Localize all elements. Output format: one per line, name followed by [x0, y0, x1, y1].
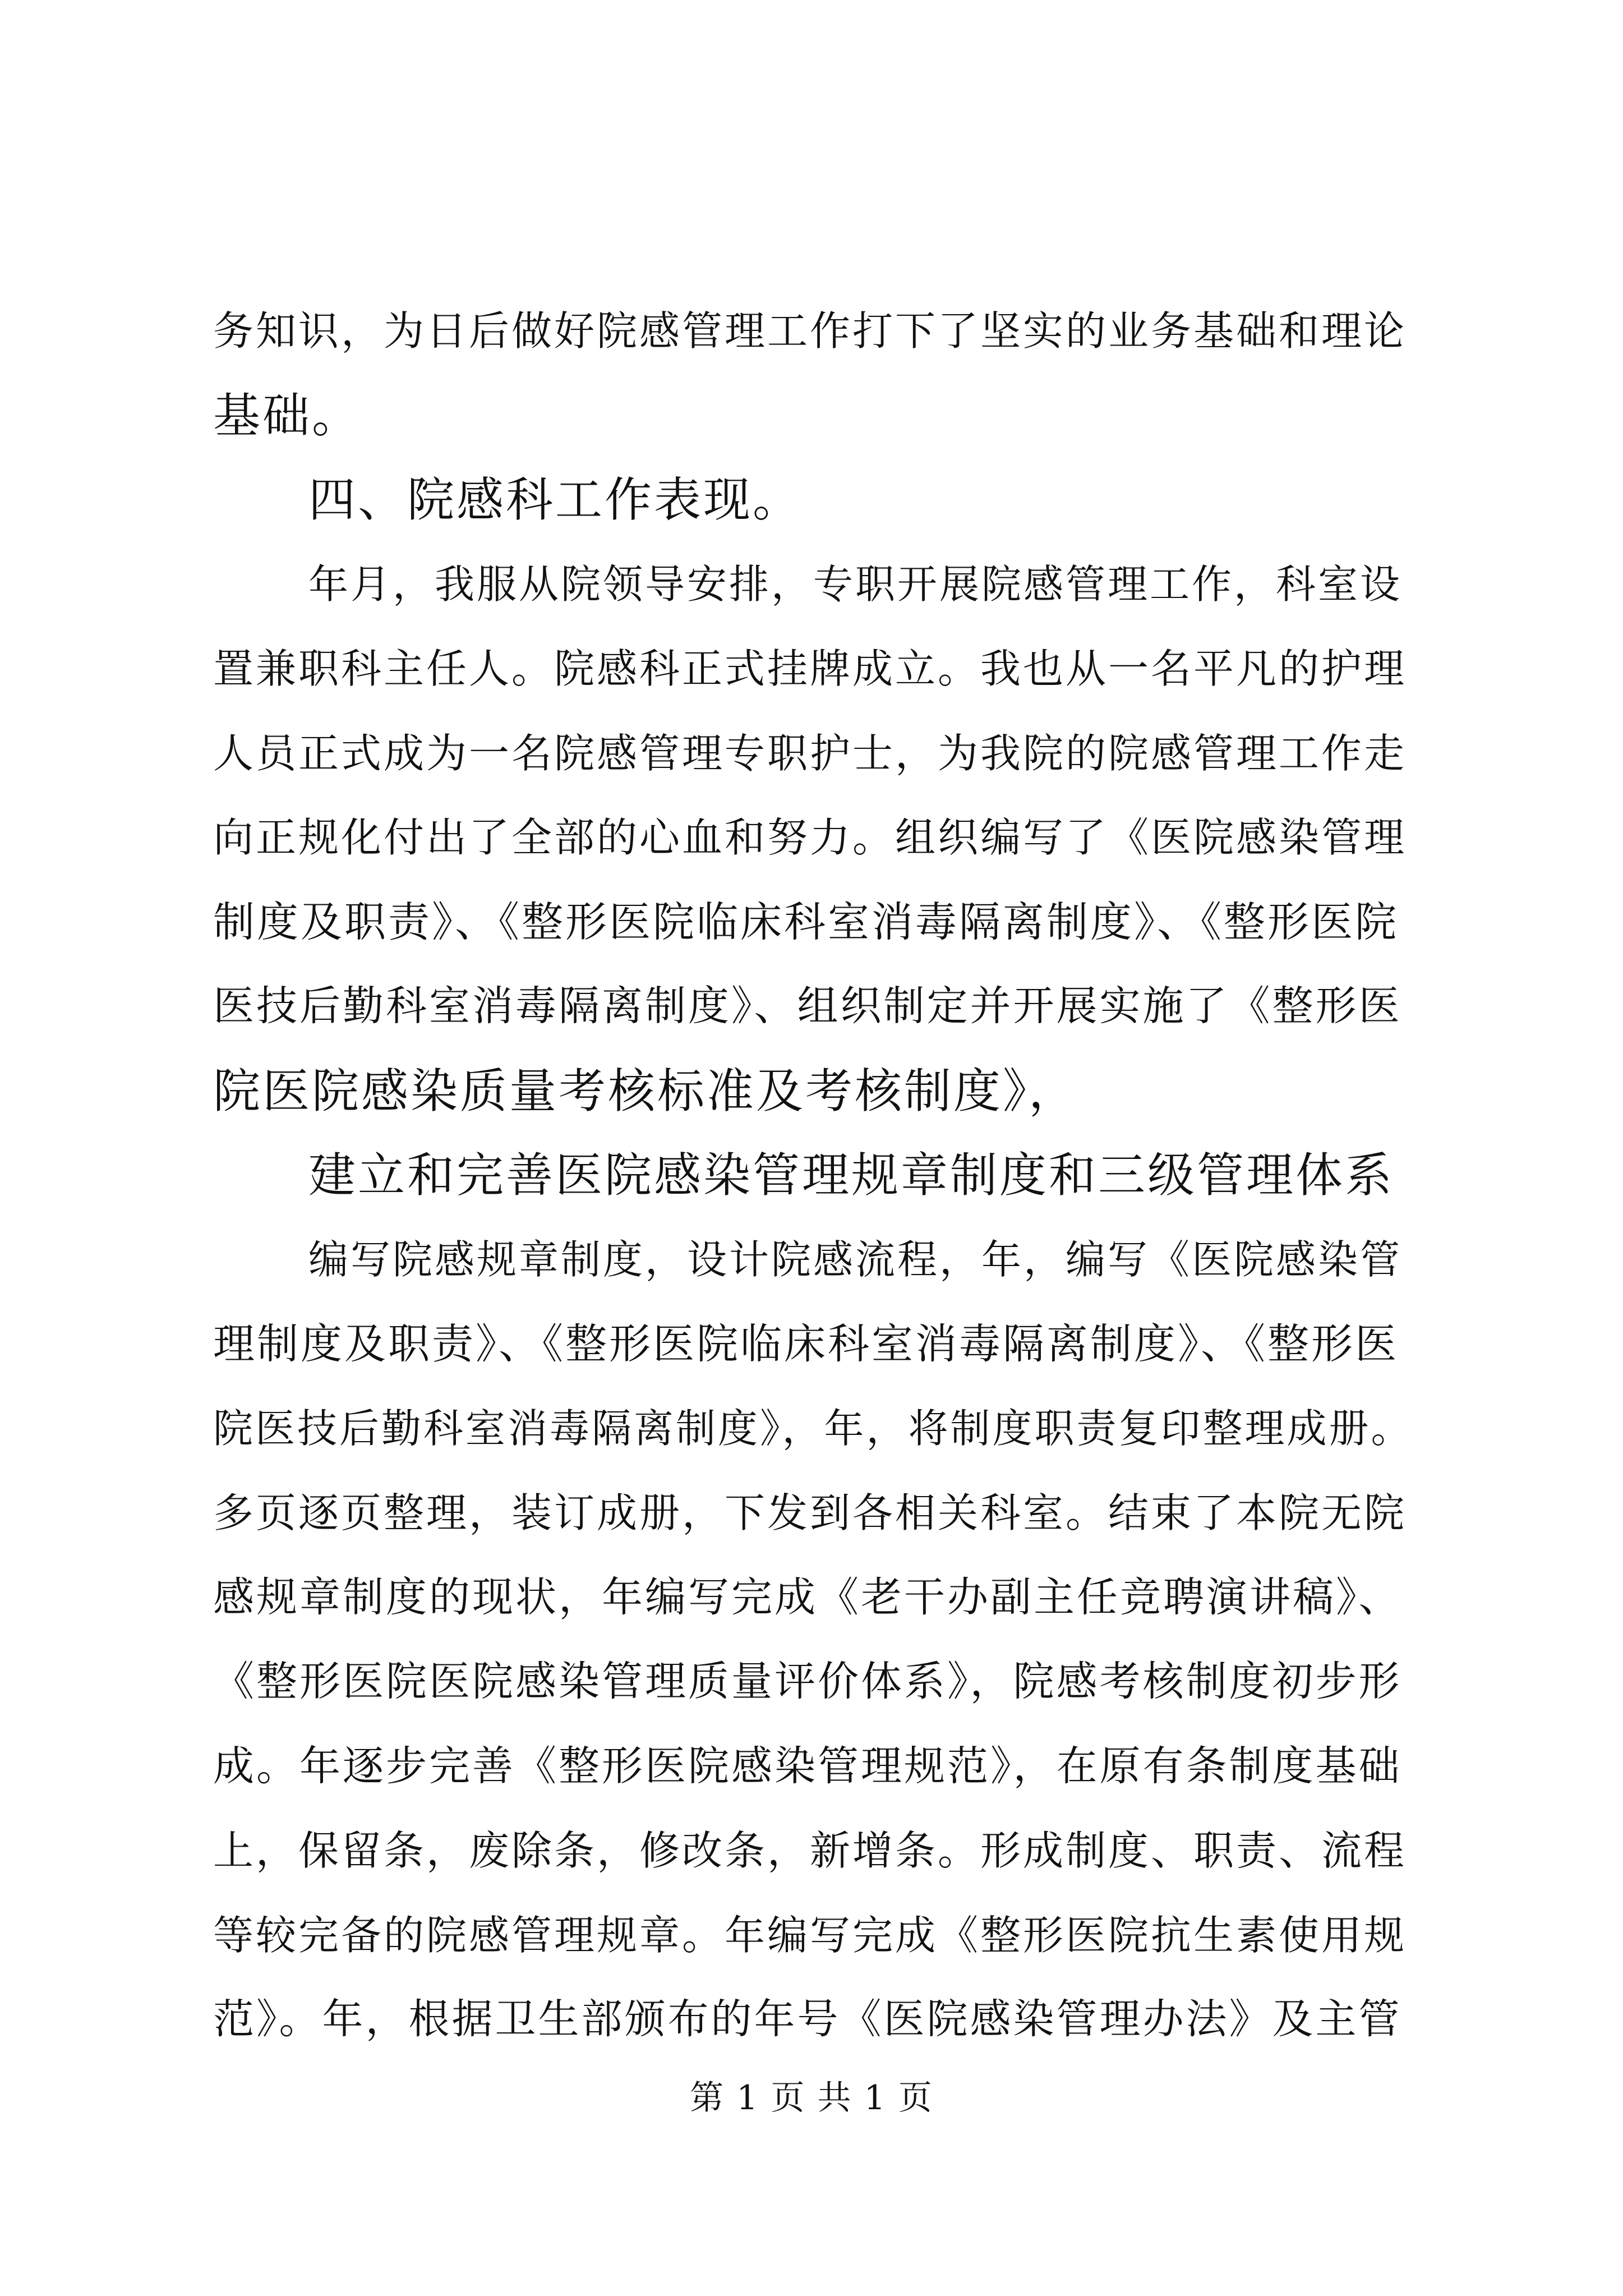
- text-line: 制度及职责》、《整形医院临床科室消毒隔离制度》、《整形医院: [213, 898, 1399, 946]
- text-line: 向正规化付出了全部的心血和努力。组织编写了《医院感染管理: [213, 814, 1407, 861]
- text-line: 上，保留条，废除条，修改条，新增条。形成制度、职责、流程: [213, 1827, 1407, 1874]
- text-line: 范》。年，根据卫生部颁布的年号《医院感染管理办法》及主管: [213, 1995, 1402, 2043]
- text-line: 基础。: [213, 388, 362, 443]
- text-line: 人员正式成为一名院感管理专职护士，为我院的院感管理工作走: [213, 730, 1407, 777]
- text-line: 理制度及职责》、《整形医院临床科室消毒隔离制度》、《整形医: [213, 1320, 1399, 1368]
- text-line: 年月，我服从院领导安排，专职开展院感管理工作，科室设: [308, 561, 1403, 608]
- section-heading: 四、院感科工作表现。: [308, 472, 803, 527]
- text-line: 医技后勤科室消毒隔离制度》、组织制定并开展实施了《整形医: [213, 982, 1402, 1030]
- text-line: 院医院感染质量考核标准及考核制度》，: [213, 1064, 1078, 1119]
- page-footer: 第 1 页 共 1 页: [690, 2078, 933, 2118]
- text-line: 等较完备的院感管理规章。年编写完成《整形医院抗生素使用规: [213, 1912, 1407, 1959]
- text-line: 多页逐页整理，装订成册，下发到各相关科室。结束了本院无院: [213, 1489, 1407, 1536]
- text-line: 《整形医院医院感染管理质量评价体系》，院感考核制度初步形: [213, 1658, 1402, 1705]
- text-line: 编写院感规章制度，设计院感流程，年，编写《医院感染管: [308, 1236, 1403, 1283]
- subheading: 建立和完善医院感染管理规章制度和三级管理体系: [308, 1148, 1395, 1203]
- text-line: 成。年逐步完善《整形医院感染管理规范》，在原有条制度基础: [213, 1742, 1402, 1790]
- text-line: 务知识，为日后做好院感管理工作打下了坚实的业务基础和理论: [213, 307, 1407, 355]
- text-line: 感规章制度的现状，年编写完成《老干办副主任竞聘演讲稿》、: [213, 1573, 1402, 1621]
- text-line: 院医技后勤科室消毒隔离制度》，年，将制度职责复印整理成册。: [213, 1405, 1413, 1452]
- text-line: 置兼职科主任人。院感科正式挂牌成立。我也从一名平凡的护理: [213, 645, 1407, 692]
